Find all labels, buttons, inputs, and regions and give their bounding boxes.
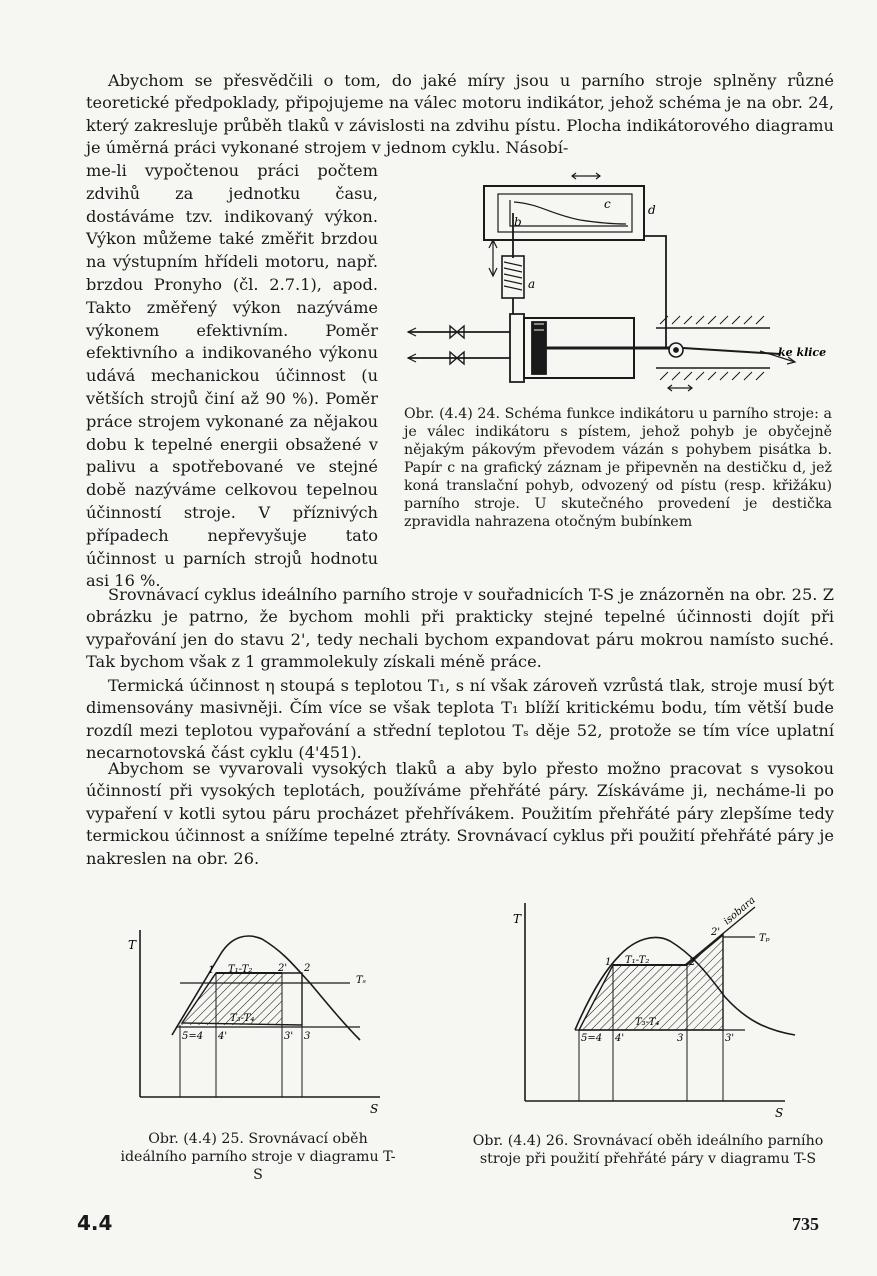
point-4p: 4' bbox=[218, 1031, 228, 1042]
label-isobara: isobara bbox=[721, 895, 758, 928]
point-4p: 4' bbox=[615, 1033, 625, 1044]
paragraph-2: Srovnávací cyklus ideálního parního stroje v souřadnicích T-S je znázorněn na obr. 25. Z obrázku je patrno, že bychom mohli při prakticky stejné tepelné účinnosti dojít při vypařování jen do stavu 2', tedy nechali bychom expandovat páru mokrou namísto suché. Tak bychom však z 1 grammolekuly získali méně práce. bbox=[86, 585, 834, 672]
paragraph-3: Termická účinnost η stoupá s teplotou T₁, s ní však zároveň vzrůstá tlak, stroje musí být dimensovány masivněji. Čím více se však teplota T₁ blíží kritickému bodu, tím větší bude rozdíl mezi teplotou vypařování a střední teplotou Tₛ děje 52, protože se tím více uplatní necarnotovská část cyklu (4'451). bbox=[86, 676, 834, 763]
label-Ts: Tₛ bbox=[356, 975, 367, 986]
page-number: 735 bbox=[792, 1214, 819, 1234]
figure-25-ts-diagram bbox=[120, 925, 410, 1125]
axis-S: S bbox=[370, 1102, 379, 1116]
point-3p: 3' bbox=[284, 1031, 294, 1042]
label-T3T4: T₃-T₄ bbox=[635, 1017, 660, 1028]
label-c: c bbox=[604, 197, 611, 211]
figure-24-indicator-diagram bbox=[400, 168, 830, 398]
label-ke-klice: ke klice bbox=[778, 346, 827, 359]
axis-S: S bbox=[775, 1106, 784, 1120]
paragraph-1: Abychom se přesvědčili o tom, do jaké míry jsou u parního stroje splněny různé teoretické předpoklady, připojujeme na válec motoru indikátor, jehož schéma je na obr. 24, který zakresluje průběh tlaků v závislosti na zdvihu pístu. Plocha indikátorového diagramu je úměrná práci vykonané strojem v jednom cyklu. Násobí- bbox=[86, 71, 834, 158]
figure-26-caption: Obr. (4.4) 26. Srovnávací oběh ideálního parního stroje při použití přehřáté páry v diagramu T-S bbox=[472, 1133, 824, 1167]
axis-T: T bbox=[513, 912, 522, 926]
point-2p: 2' bbox=[278, 963, 288, 974]
label-T1T2: T₁-T₂ bbox=[625, 955, 650, 966]
point-3p: 3' bbox=[725, 1033, 735, 1044]
label-T1T2: T₁-T₂ bbox=[228, 964, 253, 975]
paragraph-4: Abychom se vyvarovali vysokých tlaků a aby bylo přesto možno pracovat s vysokou účinností při vysokých teplotách, používáme přehřáté páry. Získáváme ji, necháme-li po vypaření v kotli sytou páru procházet přehřívákem. Použitím přehřáté páry zlepšíme tedy termickou účinnost a snížíme tepelné ztráty. Srovnávací cyklus při použití přehřáté páry je nakreslen na obr. 26. bbox=[86, 759, 834, 868]
point-2: 2 bbox=[304, 963, 311, 974]
label-b: b bbox=[514, 215, 522, 229]
point-1: 1 bbox=[208, 965, 215, 976]
figure-26-ts-diagram-superheated bbox=[505, 895, 815, 1125]
section-number: 4.4 bbox=[77, 1211, 113, 1235]
figure-25-caption: Obr. (4.4) 25. Srovnávací oběh ideálního parního stroje v diagramu T-S bbox=[120, 1131, 396, 1183]
axis-T: T bbox=[128, 938, 137, 952]
paragraph-1-narrow: me-li vypočtenou práci počtem zdvihů za jednotku času, dostáváme tzv. indikovaný výkon. Výkon můžeme také změřit brzdou na výstupním hřídeli motoru, např. brzdou Pronyho (čl. 2.7.1), apod. Takto změřený výkon nazýváme výkonem efektivním. Poměr efektivního a indikovaného výkonu udává mechanickou účinnost (u větších strojů činí až 90 %). Poměr práce strojem vykonané za nějakou dobu k tepelné energii obsažené v palivu a spotřebované ve stejné době nazýváme celkovou tepelnou účinností stroje. V příznivých případech nepřevyšuje tato účinnost u parních strojů hodnotu asi 16 %. bbox=[86, 161, 378, 591]
label-T3T4: T₃-T₄ bbox=[230, 1013, 255, 1024]
point-3: 3 bbox=[304, 1031, 311, 1042]
point-5-4: 5=4 bbox=[182, 1031, 204, 1042]
point-3: 3 bbox=[677, 1033, 684, 1044]
figure-24-caption: Obr. (4.4) 24. Schéma funkce indikátoru u parního stroje: a je válec indikátoru s pístem, jehož pohyb je obyčejně nějakým pákovým převodem vázán s pohybem pisátka b. Papír c na grafický záznam je připevněn na destičku d, jež koná translační pohyb, odvozený od pístu (resp. křižáku) parního stroje. U skutečného provedení je destička zpravidla nahrazena otočným bubínkem bbox=[404, 406, 832, 530]
label-d: d bbox=[648, 203, 656, 217]
point-2p: 2' bbox=[711, 927, 721, 938]
point-2: 2 bbox=[689, 957, 696, 968]
point-1: 1 bbox=[605, 957, 612, 968]
label-a: a bbox=[528, 277, 536, 291]
point-5-4: 5=4 bbox=[581, 1033, 603, 1044]
label-Tp: Tₚ bbox=[759, 933, 770, 944]
